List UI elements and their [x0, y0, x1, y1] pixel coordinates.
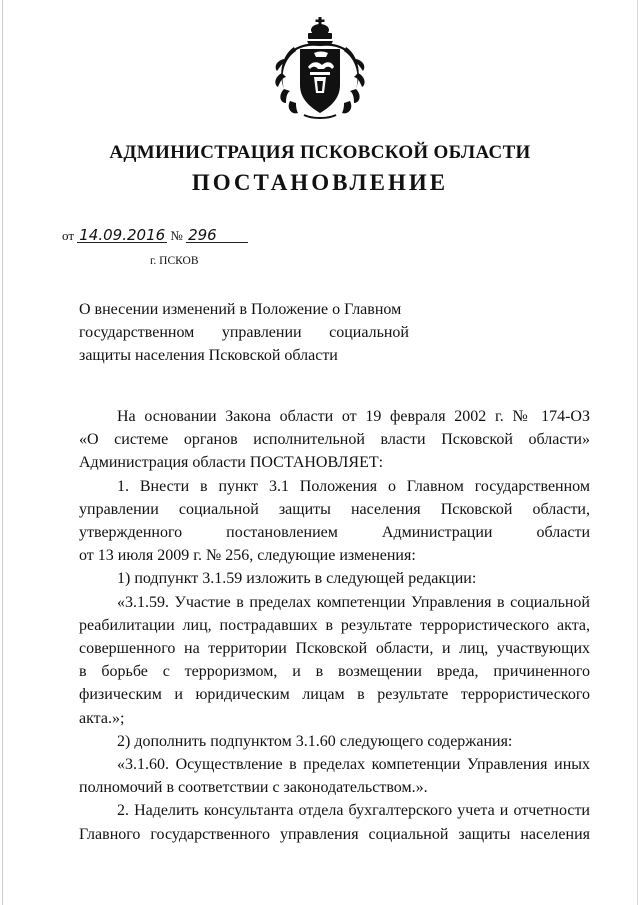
- document-number: 296: [186, 228, 248, 243]
- city-label: г. ПСКОВ: [150, 255, 199, 267]
- body-line: в борьбе с терроризмом, и в возмещении вреда, причиненного: [79, 663, 590, 681]
- scan-edge-right: [637, 0, 638, 905]
- body-line: управлении социальной защиты населения Псковской области,: [79, 500, 590, 518]
- body-line: 1. Внести в пункт 3.1 Положения о Главном государственном: [117, 477, 590, 495]
- body-line: утвержденного постановлением Администрации области: [79, 524, 590, 542]
- body-line: 2) дополнить подпунктом 3.1.60 следующего содержания:: [117, 732, 513, 750]
- body-line: 1) подпункт 3.1.59 изложить в следующей редакции:: [117, 570, 477, 588]
- body-line: 2. Наделить консультанта отдела бухгалтерского учета и отчетности: [117, 802, 590, 820]
- body-line: «3.1.59. Участие в пределах компетенции Управления в социальной: [117, 593, 590, 611]
- body-line: полномочий в соответствии с законодательством.».: [79, 779, 428, 797]
- body-line: физическим и юридическим лицам в результате террористического: [79, 686, 590, 704]
- body-line: от 13 июля 2009 г. № 256, следующие изменения:: [79, 547, 416, 565]
- subject-line-1: О внесении изменений в Положение о Главном: [79, 301, 402, 318]
- document-type-title: ПОСТАНОВЛЕНИЕ: [191, 170, 449, 195]
- body-line: На основании Закона области от 19 февраля 2002 г. № 174-ОЗ: [117, 408, 590, 425]
- subject-line-2: государственном управлении социальной: [79, 324, 409, 341]
- registration-line: [62, 228, 248, 244]
- subject-line-3: защиты населения Псковской области: [79, 347, 338, 364]
- number-prefix: №: [170, 228, 183, 243]
- document-subject: [79, 298, 409, 367]
- pskov-coat-of-arms-icon: [274, 15, 366, 123]
- body-line: Администрация области ПОСТАНОВЛЯЕТ:: [79, 454, 384, 472]
- date-prefix: от: [62, 228, 75, 243]
- scan-edge-left: [2, 0, 3, 905]
- document-body: [79, 405, 590, 846]
- body-line: совершенного на территории Псковской области, и лиц, участвующих: [79, 640, 590, 658]
- body-line: «3.1.60. Осуществление в пределах компетенции Управления иных: [117, 756, 590, 774]
- document-date: 14.09.2016: [79, 226, 166, 244]
- body-line: «О системе органов исполнительной власти Псковской области»: [79, 431, 590, 449]
- body-line: реабилитации лиц, пострадавших в результате террористического акта,: [79, 616, 590, 634]
- body-line: акта.»;: [79, 709, 125, 727]
- organization-title: АДМИНИСТРАЦИЯ ПСКОВСКОЙ ОБЛАСТИ: [109, 142, 531, 163]
- body-line: Главного государственного управления социальной защиты населения: [79, 825, 590, 843]
